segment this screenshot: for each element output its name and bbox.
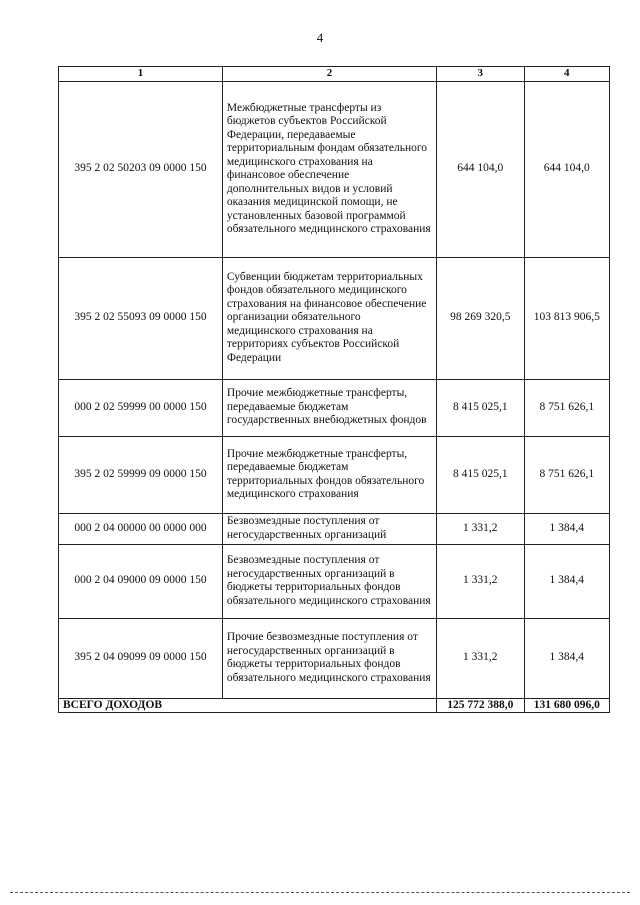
column-header-3: 3 <box>437 67 524 82</box>
value-col3-cell: 644 104,0 <box>437 81 524 257</box>
value-col4-cell: 1 384,4 <box>524 618 609 698</box>
table-row <box>59 257 610 379</box>
item-name-cell: Прочие межбюджетные трансферты, передаваемые бюджетам государственных внебюджетных фондов <box>222 379 436 436</box>
scan-artifact-line <box>10 892 630 894</box>
column-header-1: 1 <box>59 67 223 82</box>
column-header-2: 2 <box>222 67 436 82</box>
budget-code-cell: 000 2 04 09000 09 0000 150 <box>59 544 223 618</box>
value-col4-cell: 8 751 626,1 <box>524 436 609 513</box>
budget-code-cell: 395 2 04 09099 09 0000 150 <box>59 618 223 698</box>
table-row <box>59 544 610 618</box>
table-row <box>59 379 610 436</box>
total-row <box>59 698 610 713</box>
total-value-col3: 125 772 388,0 <box>437 698 524 713</box>
revenue-table <box>58 66 610 713</box>
item-name-cell: Субвенции бюджетам территориальных фондов обязательного медицинского страхования на финансовое обеспечение организации обязательного медицинского страхования на территориях субъектов Российской Федерации <box>222 257 436 379</box>
value-col3-cell: 8 415 025,1 <box>437 436 524 513</box>
table-row <box>59 513 610 544</box>
table-header-row <box>59 67 610 82</box>
item-name-cell: Прочие безвозмездные поступления от негосударственных организаций в бюджеты территориальных фондов обязательного медицинского страхования <box>222 618 436 698</box>
budget-code-cell: 395 2 02 50203 09 0000 150 <box>59 81 223 257</box>
table-row <box>59 436 610 513</box>
value-col4-cell: 103 813 906,5 <box>524 257 609 379</box>
item-name-cell: Межбюджетные трансферты из бюджетов субъектов Российской Федерации, передаваемые территориальным фондам обязательного медицинского страхования на финансовое обеспечение дополнительных видов и условий оказания медицинской помощи, не установленных базовой программой обязательного медицинского страхования <box>222 81 436 257</box>
item-name-cell: Безвозмездные поступления от негосударственных организаций <box>222 513 436 544</box>
value-col4-cell: 644 104,0 <box>524 81 609 257</box>
table-row <box>59 81 610 257</box>
total-label: ВСЕГО ДОХОДОВ <box>59 698 437 713</box>
value-col3-cell: 98 269 320,5 <box>437 257 524 379</box>
budget-code-cell: 000 2 02 59999 00 0000 150 <box>59 379 223 436</box>
budget-code-cell: 395 2 02 59999 09 0000 150 <box>59 436 223 513</box>
budget-code-cell: 000 2 04 00000 00 0000 000 <box>59 513 223 544</box>
table-row <box>59 618 610 698</box>
value-col4-cell: 8 751 626,1 <box>524 379 609 436</box>
item-name-cell: Безвозмездные поступления от негосударственных организаций в бюджеты территориальных фондов обязательного медицинского страхования <box>222 544 436 618</box>
value-col3-cell: 1 331,2 <box>437 544 524 618</box>
value-col4-cell: 1 384,4 <box>524 544 609 618</box>
item-name-cell: Прочие межбюджетные трансферты, передаваемые бюджетам территориальных фондов обязательного медицинского страхования <box>222 436 436 513</box>
value-col3-cell: 8 415 025,1 <box>437 379 524 436</box>
value-col3-cell: 1 331,2 <box>437 513 524 544</box>
value-col4-cell: 1 384,4 <box>524 513 609 544</box>
budget-code-cell: 395 2 02 55093 09 0000 150 <box>59 257 223 379</box>
total-value-col4: 131 680 096,0 <box>524 698 609 713</box>
value-col3-cell: 1 331,2 <box>437 618 524 698</box>
page-number: 4 <box>316 30 324 45</box>
column-header-4: 4 <box>524 67 609 82</box>
